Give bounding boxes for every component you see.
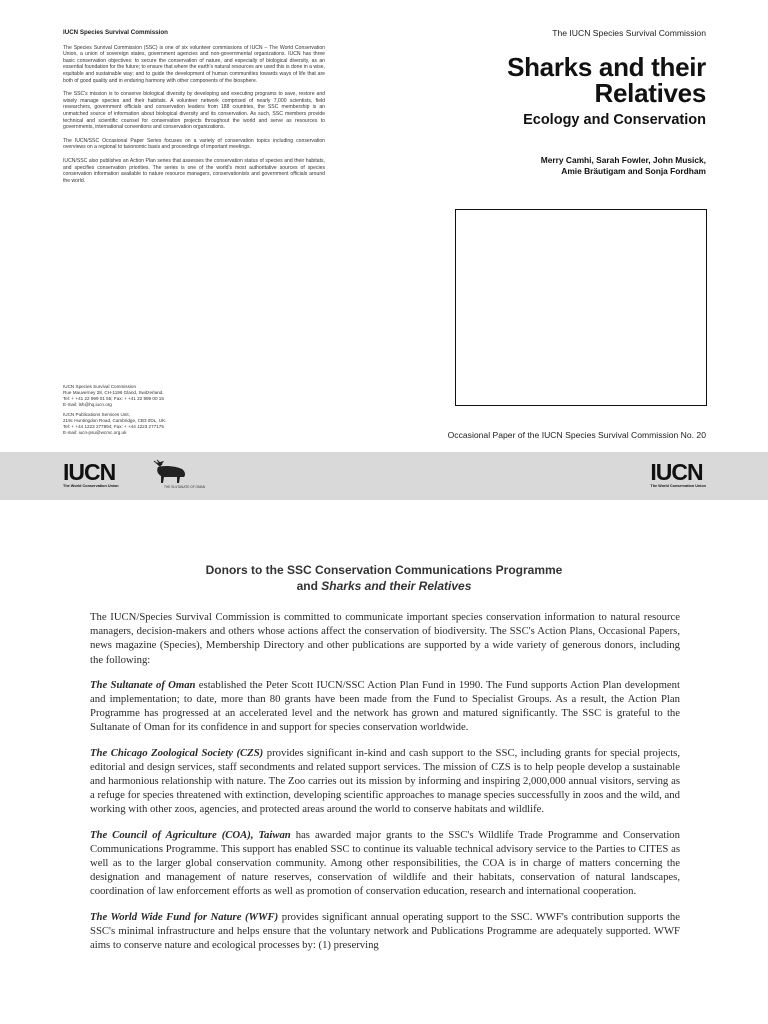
authors-line: Amie Bräutigam and Sonja Fordham — [561, 166, 706, 176]
donor-name: The Council of Agriculture (COA), Taiwan — [90, 828, 291, 841]
oman-logo — [150, 459, 210, 493]
donor-entry — [90, 746, 680, 817]
front-cover-text — [386, 28, 706, 177]
title-line — [0, 578, 768, 594]
title-prefix: and — [296, 579, 322, 593]
iucn-logo — [63, 461, 119, 488]
title-line: Donors to the SSC Conservation Communications Programme — [205, 563, 563, 577]
donors-title — [0, 562, 768, 594]
donor-name: The Sultanate of Oman — [90, 678, 196, 691]
logo-tagline: The World Conservation Union — [63, 484, 119, 488]
donor-text: provides significant in-kind and cash support to the SSC, including grants for special projects, editorial and design services, staff secondments and related support services. The mission of CZS is to help people develop a sustainable and harmonious relationship with nature. The Zoo carries out its mission by informing and inspiring 2,000,000 annual visitors, serving as a refuge for species threatened with extinction, developing scientific approaches to manage species successfully in zoos and the wild, and working with other zoos, agencies, and protected areas around the world to conserve habitats and wildlife. — [90, 746, 680, 816]
address-line: 219c Huntingdon Road, Cambridge, CB3 0DL, UK. — [63, 417, 167, 423]
donors-page — [0, 500, 768, 1024]
donors-intro: The IUCN/Species Survival Commission is committed to communicate important species conservation information to natural resource managers, decision-makers and others whose actions affect the conservation of biodiversity. The SSC's Action Plans, Occasional Papers, news magazine (Species), Membership Directory and other publications are supported by a wide variety of generous donors, including the following: — [90, 611, 680, 666]
ssc-paragraph: The IUCN/SSC Occasional Paper Series focuses on a variety of conservation topics including conservation overviews on a regional to taxonomic basis and proceedings of important meetings. — [63, 137, 325, 151]
donor-text: has awarded major grants to the SSC's Wildlife Trade Programme and Conservation Communications Programme. This support has enabled SSC to continue its valuable technical advisory service to the Parties to CITES as well as to the larger global conservation community. Among other responsibilities, the COA is in charge of matters concerning the designation and management of nature reserves, conservation of wildlife and their habitats, conservation of natural landscapes, coordination of law enforcement efforts as well as promotion of conservation education, research and international cooperation. — [90, 828, 680, 898]
ssc-paragraph: The SSC's mission is to conserve biological diversity by developing and executing programs to save, restore and wisely manage species and their habitats. A volunteer network comprised of nearly 7,000 scientists, field researchers, government officials and conservation leaders from 188 countries, the SSC membership is an unmatched source of information about biological diversity and its conservation. As such, SSC members provide technical and scientific counsel for conservation projects throughout the world and serve as resources to governments, international conventions and conservation organizations. — [63, 91, 325, 131]
donor-entry — [90, 678, 680, 735]
authors — [386, 155, 706, 177]
donors-body — [90, 610, 680, 963]
logo-word: IUCN — [63, 459, 116, 485]
title-line: Sharks and their — [507, 52, 706, 82]
occasional-paper-line: Occasional Paper of the IUCN Species Survival Commission No. 20 — [447, 430, 706, 440]
ssc-paragraph: The Species Survival Commission (SSC) is one of six volunteer commissions of IUCN – The World Conservation Union, a union of sovereign states, government agencies and non-governmental organizations. IUCN has three basic conservation objectives: to secure the conservation of nature, and especially of biological diversity, as an essential foundation for the future; to ensure that where the earth's natural resources are used this is done in a wise, equitable and sustainable way; and to guide the development of human communities towards ways of life that are both of good quality and in enduring harmony with other components of the biosphere. — [63, 44, 325, 84]
address-line: Tel: + +41 22 999 01 55; Fax: + +41 22 999 00 15 — [63, 395, 164, 401]
cover-image-frame — [455, 209, 707, 406]
book-subtitle: Ecology and Conservation — [523, 112, 706, 128]
book-title — [386, 54, 706, 106]
address-line: IUCN Publications Services Unit, — [63, 412, 130, 417]
ssc-heading: IUCN Species Survival Commission — [63, 29, 168, 36]
donor-name: The Chicago Zoological Society (CZS) — [90, 746, 264, 759]
publications-address — [63, 412, 263, 436]
series-name: The IUCN Species Survival Commission — [552, 28, 706, 38]
partner-caption: THE SULTANATE OF OMAN — [164, 485, 206, 489]
donor-entry — [90, 910, 680, 953]
logo-band — [0, 452, 768, 500]
cover-spread — [0, 0, 768, 452]
logo-tagline: The World Conservation Union — [650, 484, 706, 488]
donor-text: established the Peter Scott IUCN/SSC Action Plan Fund in 1990. The Fund supports Action Plan development and implementation; to date, more than 80 grants have been made from the Fund to Specialist Groups. As a result, the Action Plan Programme has progressed at an accelerated level and the network has grown and matured significantly. The SSC is grateful to the Sultanate of Oman for its confidence in and support for species conservation worldwide. — [90, 678, 680, 734]
iucn-logo — [650, 461, 706, 488]
donor-entry — [90, 828, 680, 899]
donor-text: provides significant annual operating support to the SSC. WWF's contribution supports the SSC's minimal infrastructure and helps ensure that the voluntary network and Publications Programme are adequately supported. WWF aims to conserve nature and ecological processes by: (1) preserving — [90, 910, 681, 952]
address-line: Rue Mauverney 28, CH-1196 Gland, Switzerland. — [63, 389, 164, 395]
oryx-icon — [150, 459, 190, 485]
inside-cover-text — [63, 30, 325, 191]
donor-name: The World Wide Fund for Nature (WWF) — [90, 910, 279, 923]
address-line: Tel: + +44 1223 277894; Fax: + +44 1223 277175 — [63, 423, 164, 429]
title-italic: Sharks and their Relatives — [321, 579, 472, 593]
ssc-paragraph: IUCN/SSC also publishes an Action Plan series that assesses the conservation status of species and their habitats, and specifies conservation priorities. The series is one of the world's most authoritative sources of species conservation information available to nature resource managers, conservationists and government officials around the world. — [63, 157, 325, 184]
address-line: E-mail: lsh@hq.iucn.org — [63, 401, 112, 407]
authors-line: Merry Camhi, Sarah Fowler, John Musick, — [540, 155, 706, 165]
ssc-address — [63, 384, 263, 408]
title-line: Relatives — [594, 78, 706, 108]
address-line: IUCN Species Survival Commission — [63, 384, 137, 389]
logo-word: IUCN — [650, 459, 703, 485]
address-line: E-mail: iucn-psu@wcmc.org.uk — [63, 429, 127, 435]
